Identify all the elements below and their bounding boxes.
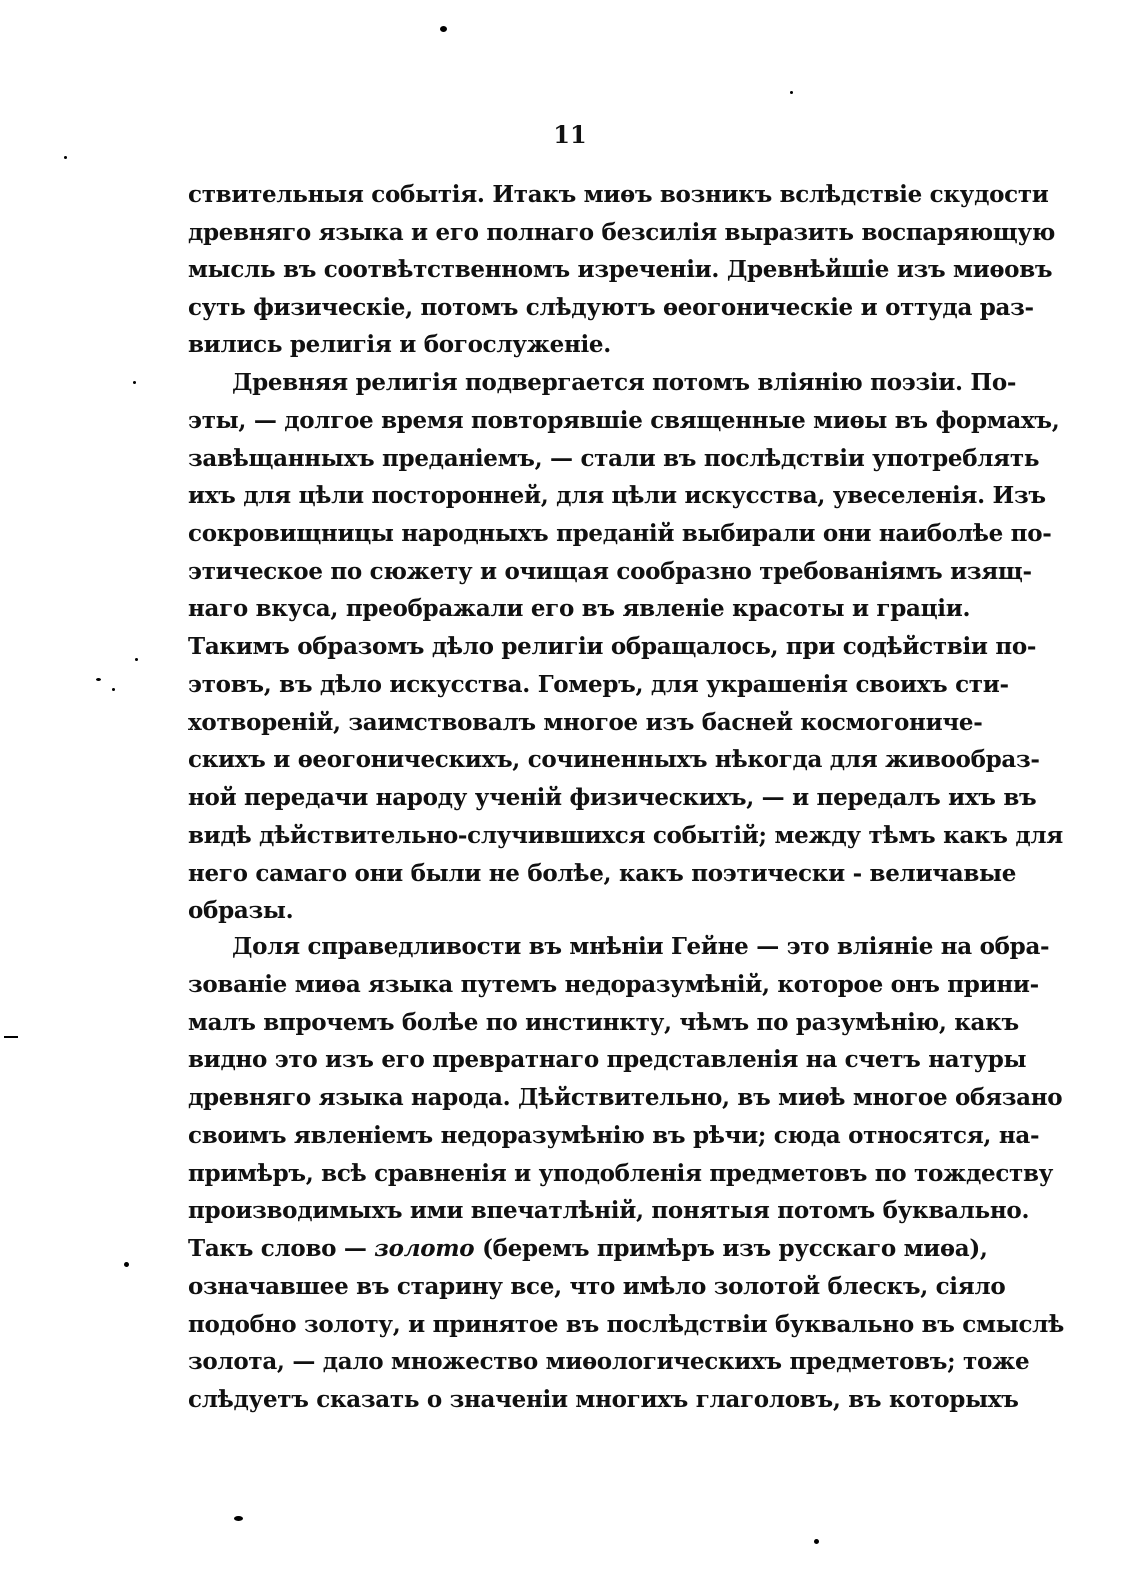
text-line: Доля справедливости въ мнѣніи Гейне — это вліяніе на обра- [232, 933, 1050, 960]
text-line: него самаго они были не болѣе, какъ поэтически - величавые [188, 860, 1017, 887]
text-line: вились религія и богослуженіе. [188, 331, 611, 358]
text-line: ствительныя событія. Итакъ миѳъ возникъ вслѣдствіе скудости [188, 181, 1049, 208]
text-line: завѣщанныхъ преданіемъ, — стали въ послѣдствіи употреблять [188, 445, 1040, 472]
text-line: Такимъ образомъ дѣло религіи обращалось, при содѣйствіи по- [188, 633, 1037, 660]
text-line: сокровищницы народныхъ преданій выбирали они наиболѣе по- [188, 520, 1052, 547]
scan-speck [234, 1516, 243, 1521]
scan-speck [124, 1262, 129, 1267]
scan-speck [135, 658, 138, 661]
text-line: видно это изъ его превратнаго представленія на счетъ натуры [188, 1046, 1027, 1073]
scan-speck [96, 678, 101, 681]
text-line: зованіе миѳа языка путемъ недоразумѣній, которое онъ прини- [188, 971, 1039, 998]
page-number: 11 [553, 120, 587, 149]
text-line: своимъ явленіемъ недоразумѣнію въ рѣчи; сюда относятся, на- [188, 1122, 1040, 1149]
text-line [188, 1230, 988, 1268]
text-line: золота, — дало множество миѳологическихъ предметовъ; тоже [188, 1348, 1030, 1375]
text-line: мысль въ соотвѣтственномъ изреченіи. Древнѣйшіе изъ миѳовъ [188, 256, 1053, 283]
text-line: хотвореній, заимствовалъ многое изъ басней космогониче- [188, 709, 983, 736]
text-line: видѣ дѣйствительно-случившихся событій; между тѣмъ какъ для [188, 822, 1063, 849]
text-line: производимыхъ ими впечатлѣній, понятыя потомъ буквально. [188, 1197, 1030, 1224]
text-line: образы. [188, 897, 294, 924]
text-line: слѣдуетъ сказать о значеніи многихъ глаголовъ, въ которыхъ [188, 1386, 1019, 1413]
scan-speck [790, 91, 793, 94]
text-line: примѣръ, всѣ сравненія и уподобленія предметовъ по тождеству [188, 1160, 1054, 1187]
scan-speck [112, 688, 115, 691]
text-line: ной передачи народу ученій физическихъ, — и передалъ ихъ въ [188, 784, 1037, 811]
scan-speck [133, 381, 136, 384]
text-line: Древняя религія подвергается потомъ вліянію поэзіи. По- [232, 369, 1017, 396]
text-line: эты, — долгое время повторявшіе священные миѳы въ формахъ, [188, 407, 1060, 434]
text-line: этовъ, въ дѣло искусства. Гомеръ, для украшенія своихъ сти- [188, 671, 1009, 698]
scan-speck [64, 156, 67, 159]
line-start: Такъ слово — [188, 1235, 375, 1262]
text-line: подобно золоту, и принятое въ послѣдствіи буквально въ смыслѣ [188, 1311, 1064, 1338]
scan-speck [814, 1539, 819, 1544]
text-line: ихъ для цѣли посторонней, для цѣли искусства, увеселенія. Изъ [188, 482, 1046, 509]
text-line: скихъ и ѳеогоническихъ, сочиненныхъ нѣкогда для живообраз- [188, 746, 1040, 773]
text-line: древняго языка и его полнаго безсилія выразить воспаряющую [188, 219, 1056, 246]
text-line: этическое по сюжету и очищая сообразно требованіямъ изящ- [188, 558, 1032, 585]
text-line: древняго языка народа. Дѣйствительно, въ миѳѣ многое обязано [188, 1084, 1063, 1111]
text-line: означавшее въ старину все, что имѣло золотой блескъ, сіяло [188, 1273, 1006, 1300]
text-line: наго вкуса, преображали его въ явленіе красоты и граціи. [188, 595, 971, 622]
scan-speck [440, 26, 447, 32]
line-end: (беремъ примѣръ изъ русскаго миѳа), [474, 1235, 988, 1262]
text-line: суть физическіе, потомъ слѣдуютъ ѳеогоническіе и оттуда раз- [188, 294, 1034, 321]
scan-speck [4, 1036, 18, 1038]
italic-word: золото [374, 1235, 475, 1262]
text-line: малъ впрочемъ болѣе по инстинкту, чѣмъ по разумѣнію, какъ [188, 1009, 1019, 1036]
